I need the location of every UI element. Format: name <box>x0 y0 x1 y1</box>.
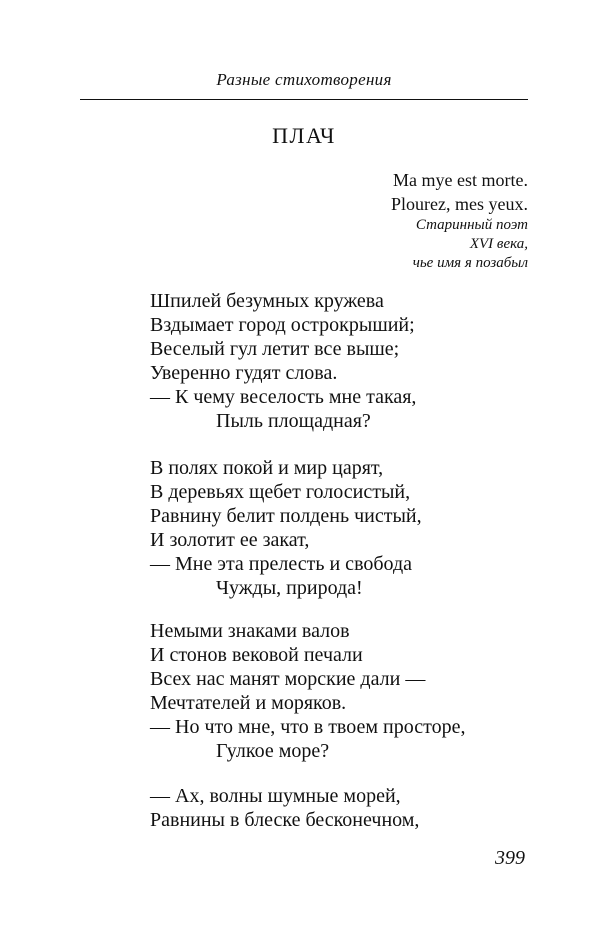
stanza-2 <box>150 456 422 600</box>
epigraph-attribution-line: чье имя я позабыл <box>412 255 528 271</box>
header-rule <box>80 99 528 100</box>
poem-line: И золотит ее закат, <box>150 529 310 551</box>
epigraph <box>391 168 528 273</box>
stanza-1 <box>150 289 416 433</box>
poem-line: Равнину белит полдень чистый, <box>150 505 422 527</box>
poem-line-indented: Пыль площадная? <box>216 410 371 432</box>
poem-line: Всех нас манят морские дали — <box>150 668 426 690</box>
poem-line: Веселый гул летит все выше; <box>150 338 400 360</box>
poem-line-indented: Чужды, природа! <box>216 577 363 599</box>
epigraph-quote-line: Plourez, mes yeux. <box>391 194 528 214</box>
poem-line: — К чему веселость мне такая, <box>150 386 417 408</box>
poem-line: — Мне эта прелесть и свобода <box>150 553 413 575</box>
poem-line: — Ах, волны шумные морей, <box>150 785 401 807</box>
poem-line: Вздымает город острокрыший; <box>150 314 415 336</box>
poem-line: Равнины в блеске бесконечном, <box>150 809 420 831</box>
poem-line: И стонов вековой печали <box>150 644 363 666</box>
poem-line: Шпилей безумных кружева <box>150 290 384 312</box>
poem-line: Уверенно гудят слова. <box>150 362 338 384</box>
epigraph-attribution-line: XVI века, <box>469 236 528 252</box>
poem-line: В полях покой и мир царят, <box>150 457 384 479</box>
stanza-3 <box>150 619 465 763</box>
poem-line: В деревьях щебет голосистый, <box>150 481 411 503</box>
poem-line: — Но что мне, что в твоем просторе, <box>150 716 466 738</box>
poem-line: Мечтателей и моряков. <box>150 692 347 714</box>
poem-line: Немыми знаками валов <box>150 620 350 642</box>
page-number: 399 <box>495 847 525 869</box>
poem-line-indented: Гулкое море? <box>216 740 330 762</box>
poem-title: ПЛАЧ <box>272 123 336 148</box>
epigraph-quote-line: Ma mye est morte. <box>393 170 528 190</box>
epigraph-attribution-line: Старинный поэт <box>415 217 528 233</box>
stanza-4 <box>150 784 419 832</box>
running-header: Разные стихотворения <box>216 70 392 89</box>
